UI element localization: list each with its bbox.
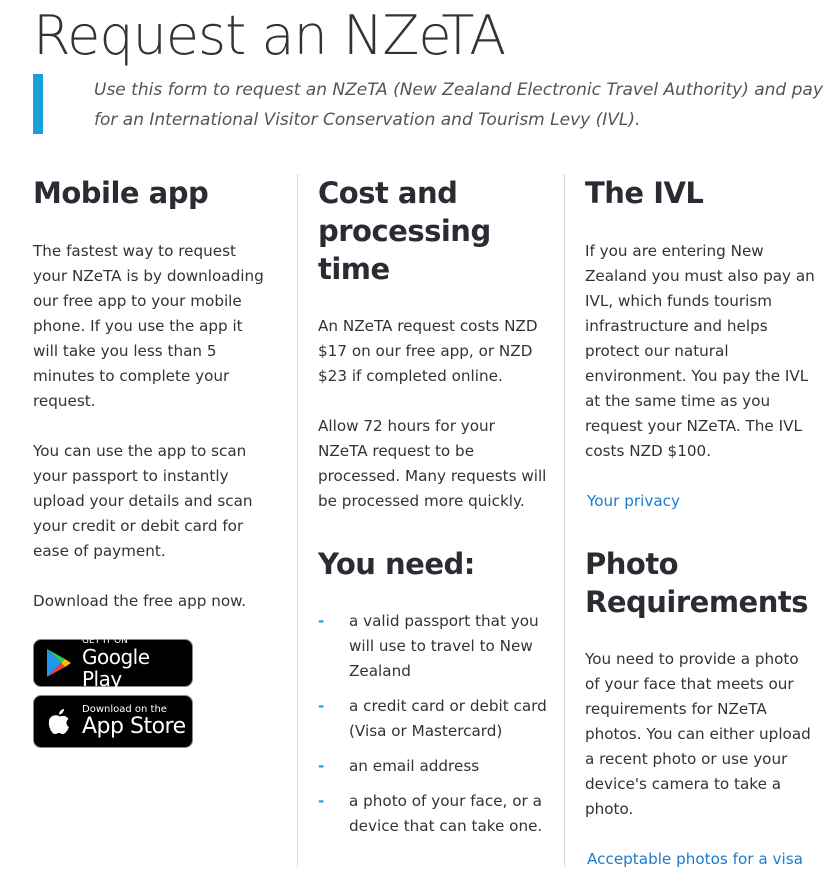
google-play-icon <box>44 647 74 679</box>
list-item: - a photo of your face, or a device that can take one. <box>318 789 548 839</box>
list-item: - an email address <box>318 754 548 779</box>
acceptable-photos-link[interactable]: Acceptable photos for a visa <box>587 850 803 868</box>
dash-bullet: - <box>318 792 325 810</box>
apple-icon <box>44 706 74 738</box>
ivl-heading: The IVL <box>585 176 704 210</box>
google-play-label: Google Play <box>82 645 150 691</box>
google-play-button[interactable] <box>33 636 193 691</box>
mobile-app-intro: The fastest way to request your NZeTA is by downloading our free app to your mobile phone. If you use the app it will take you less than 5 minutes to complete your request. <box>33 242 264 410</box>
processing-text: Allow 72 hours for your NZeTA request to be processed. Many requests will be processed more quickly. <box>318 417 547 510</box>
ivl-section <box>585 174 815 872</box>
photo-heading: Photo Requirements <box>585 547 808 619</box>
cost-heading: Cost and processing time <box>318 176 491 286</box>
intro-accent-bar <box>33 74 43 134</box>
app-store-small-text: Download on the <box>82 703 167 715</box>
page-title: Request an NZeTA <box>33 4 506 67</box>
privacy-link[interactable]: Your privacy <box>587 492 680 510</box>
mobile-app-scan-text: You can use the app to scan your passport to instantly upload your details and scan your credit or debit card for ease of payment. <box>33 442 253 560</box>
you-need-heading: You need: <box>318 547 475 581</box>
photo-text: You need to provide a photo of your face that meets our requirements for NZeTA photos. You can either upload a recent photo or use your device's camera to take a photo. <box>585 650 811 818</box>
app-store-button[interactable] <box>33 695 193 748</box>
requirements-list <box>318 609 548 839</box>
dash-bullet: - <box>318 757 325 775</box>
column-divider <box>297 174 298 867</box>
google-play-small-text: GET IT ON <box>82 636 128 646</box>
column-divider <box>564 174 565 867</box>
cost-section <box>318 174 548 849</box>
dash-bullet: - <box>318 697 325 715</box>
app-store-label: App Store <box>82 713 186 739</box>
cost-text: An NZeTA request costs NZD $17 on our free app, or NZD $23 if completed online. <box>318 317 538 385</box>
list-item: - a credit card or debit card (Visa or Mastercard) <box>318 694 548 744</box>
mobile-app-section <box>33 174 268 748</box>
mobile-app-heading: Mobile app <box>33 176 209 210</box>
list-item: - a valid passport that you will use to travel to New Zealand <box>318 609 548 684</box>
ivl-text: If you are entering New Zealand you must also pay an IVL, which funds tourism infrastructure and helps protect our natural environment. You pay the IVL at the same time as you request your NZeTA. The IVL costs NZD $100. <box>585 242 815 460</box>
intro-text: Use this form to request an NZeTA (New Zealand Electronic Travel Authority) and pay for an International Visitor Conservation and Tourism Levy (IVL). <box>94 80 823 130</box>
download-prompt: Download the free app now. <box>33 592 247 610</box>
dash-bullet: - <box>318 612 325 630</box>
